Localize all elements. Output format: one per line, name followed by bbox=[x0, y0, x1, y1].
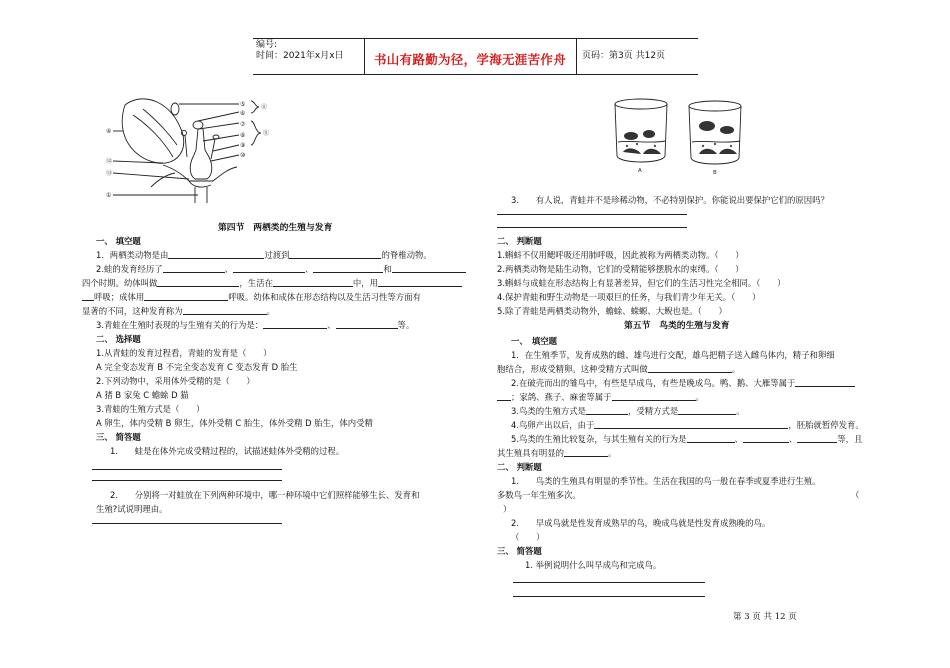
bird-fill-1-line-2: 胞结合，形成受精卵。这种受精方式叫做 。 bbox=[497, 364, 741, 374]
bird-short-1: 1. 举例说明什么叫早成鸟和完成鸟。 bbox=[525, 560, 662, 570]
judge-1: 1.蝌蚪不仅用鳃呼吸还用肺呼吸，因此被称为两栖类动物。（ ） bbox=[497, 250, 744, 260]
diagram-label: ⑦ bbox=[240, 121, 246, 128]
bird-fill-1: 1．在生殖季节，发育成熟的雌、雄鸟进行交配，雄鸟把精子送入雌鸟体内，精子和卵细 bbox=[511, 350, 835, 360]
header-code-label: 编号: bbox=[256, 40, 278, 50]
question-2: 2.蛙的发育经历了 、 、 和 bbox=[96, 264, 466, 275]
choice-2: 2.下列动物中，采用体外受精的是（ ） bbox=[96, 376, 255, 386]
section-title-amphibian: 第四节 两栖类的生殖与发育 bbox=[218, 223, 333, 233]
bird-judge-heading: 二、 判断题 bbox=[497, 462, 542, 472]
header-time: 时间：2021年x月x日 bbox=[256, 51, 344, 61]
bird-judge-1: 1. 鸟类的生殖具有明显的季节性。生活在我国的鸟一般在春季或夏季进行生殖。 bbox=[511, 476, 821, 486]
short-answer-2-line-2: 生殖?试说明理由。 bbox=[96, 504, 168, 514]
answer-line bbox=[92, 523, 282, 524]
short-answer-1: 1. 蛙是在体外完成受精过程的，试描述蛙体外受精的过程。 bbox=[110, 446, 345, 456]
choice-3: 3.青蛙的生殖方式是（ ） bbox=[96, 404, 205, 414]
bird-fill-3: 3.鸟类的生殖方式是 ，受精方式是 。 bbox=[511, 406, 745, 416]
answer-line bbox=[513, 582, 705, 583]
jar-label-a: A bbox=[638, 168, 642, 174]
flower-diagram bbox=[103, 95, 293, 205]
diagram-label: ① bbox=[106, 192, 112, 199]
diagram-label: ⑫ bbox=[106, 158, 113, 165]
header-divider bbox=[364, 38, 365, 74]
choice-1: 1.从青蛙的发育过程看，青蛙的发育是（ ） bbox=[96, 348, 272, 358]
section-title-birds: 第五节 鸟类的生殖与发育 bbox=[624, 321, 730, 331]
page-footer: 第 3 页 共 12 页 bbox=[733, 612, 797, 622]
bird-judge-1-paren-open: （ bbox=[851, 490, 860, 500]
choice-2-options: A 猪 B 家兔 C 蟾蜍 D 猫 bbox=[96, 390, 189, 400]
bird-fill-2: 2.在破壳而出的雏鸟中，有些是早成鸟，有些是晚成鸟。鸭、鹅、大雁等属于 bbox=[511, 378, 855, 389]
bird-fill-4: 4.鸟卵产出以后，由于 ，胚胎就暂停发育。 bbox=[511, 420, 864, 430]
bird-judge-2-paren: （ ） bbox=[511, 532, 545, 542]
header-motto: 书山有路勤为径，学海无涯苦作舟 bbox=[374, 52, 567, 67]
bird-fill-2-line-2: ；家鸽、燕子、麻雀等属于 。 bbox=[497, 392, 704, 403]
jar-label-b: B bbox=[713, 170, 717, 176]
header-divider bbox=[576, 38, 577, 74]
judge-5: 5.除了青蛙是两栖类动物外，蟾蜍、蝾螈、大鲵也是。（ ） bbox=[497, 306, 727, 316]
diagram-label: ⑥ bbox=[240, 110, 246, 117]
bird-fill-heading: 一、 填空题 bbox=[511, 336, 558, 346]
header-bottom-rule bbox=[253, 74, 698, 75]
answer-line bbox=[497, 227, 687, 228]
question-2-line-2: 四个时期。幼体叫做 ，生活在 中，用 bbox=[82, 278, 462, 289]
diagram-brace-label: ⑪ bbox=[261, 104, 268, 111]
choice-heading: 二、 选择题 bbox=[96, 334, 141, 344]
answer-line bbox=[513, 596, 705, 597]
diagram-label: ⑧ bbox=[240, 132, 246, 139]
short-answer-heading: 三、 简答题 bbox=[96, 432, 141, 442]
bird-short-heading: 三、 简答题 bbox=[497, 546, 542, 556]
diagram-label: ⑬ bbox=[106, 170, 113, 177]
question-3: 3.青蛙在生殖时表现的与生殖有关的行为是： 、 等。 bbox=[96, 320, 415, 330]
question-2-line-3: 呼吸；成体用 呼吸。幼体和成体在形态结构以及生活习性等方面有 bbox=[82, 292, 421, 303]
short-answer-2: 2. 分别将一对蛙放在下列两种环境中，哪一种环境中它们照样能够生长、发育和 bbox=[110, 490, 420, 500]
diagram-label: ⑩ bbox=[240, 152, 246, 159]
judge-2: 2.两栖类动物是陆生动物，它们的受精能够摆脱水的束缚。（ ） bbox=[497, 264, 744, 274]
diagram-label: ④ bbox=[106, 128, 112, 135]
bird-judge-2: 2. 早成鸟就是性发育成熟早的鸟，晚成鸟就是性发育成熟晚的鸟。 bbox=[511, 518, 771, 528]
choice-3-options: A 卵生，体内受精 B 卵生，体外受精 C 胎生，体外受精 D 胎生，体内受精 bbox=[96, 418, 373, 428]
bird-judge-1-paren-close: ） bbox=[503, 504, 512, 514]
header-page: 页码：第3页 共12页 bbox=[582, 51, 666, 61]
question-1: 1．两栖类动物是由 过渡到 的脊椎动物。 bbox=[96, 250, 432, 260]
judge-3: 3.蝌蚪与成蛙在形态结构上有显著差异，但它们的生活习性完全相同。（ ） bbox=[497, 278, 786, 288]
bird-fill-5: 5.鸟类的生殖比较复杂，与其生殖有关的行为是 、 、 等，且 bbox=[511, 434, 863, 444]
answer-line bbox=[92, 480, 282, 481]
diagram-brace-label: ⑪ bbox=[263, 130, 270, 137]
frog-jars-illustration bbox=[607, 96, 757, 176]
judge-heading: 二、 判断题 bbox=[497, 236, 542, 246]
answer-line bbox=[92, 469, 282, 470]
bird-judge-1-line-2: 多数鸟一年生殖多次。 bbox=[497, 490, 581, 500]
choice-1-options: A 完全变态发育 B 不完全变态发育 C 变态发育 D 胎生 bbox=[96, 362, 298, 372]
bird-fill-5-line-2: 其生殖具有明显的 。 bbox=[497, 448, 617, 458]
answer-line bbox=[497, 214, 687, 215]
judge-4: 4.保护青蛙和野生动物是一项艰巨的任务，与我们青少年无关。（ ） bbox=[497, 292, 761, 302]
fill-heading: 一、 填空题 bbox=[96, 236, 141, 246]
header-top-rule bbox=[253, 38, 698, 39]
diagram-label: ⑨ bbox=[240, 142, 246, 149]
diagram-label: ⑤ bbox=[240, 101, 246, 108]
question-2-line-4: 显著的不同，这种发育称为 。 bbox=[82, 306, 275, 316]
short-answer-3: 3. 有人说，青蛙并不是珍稀动物，不必特别保护。你能说出要保护它们的原因吗？ bbox=[511, 195, 829, 205]
